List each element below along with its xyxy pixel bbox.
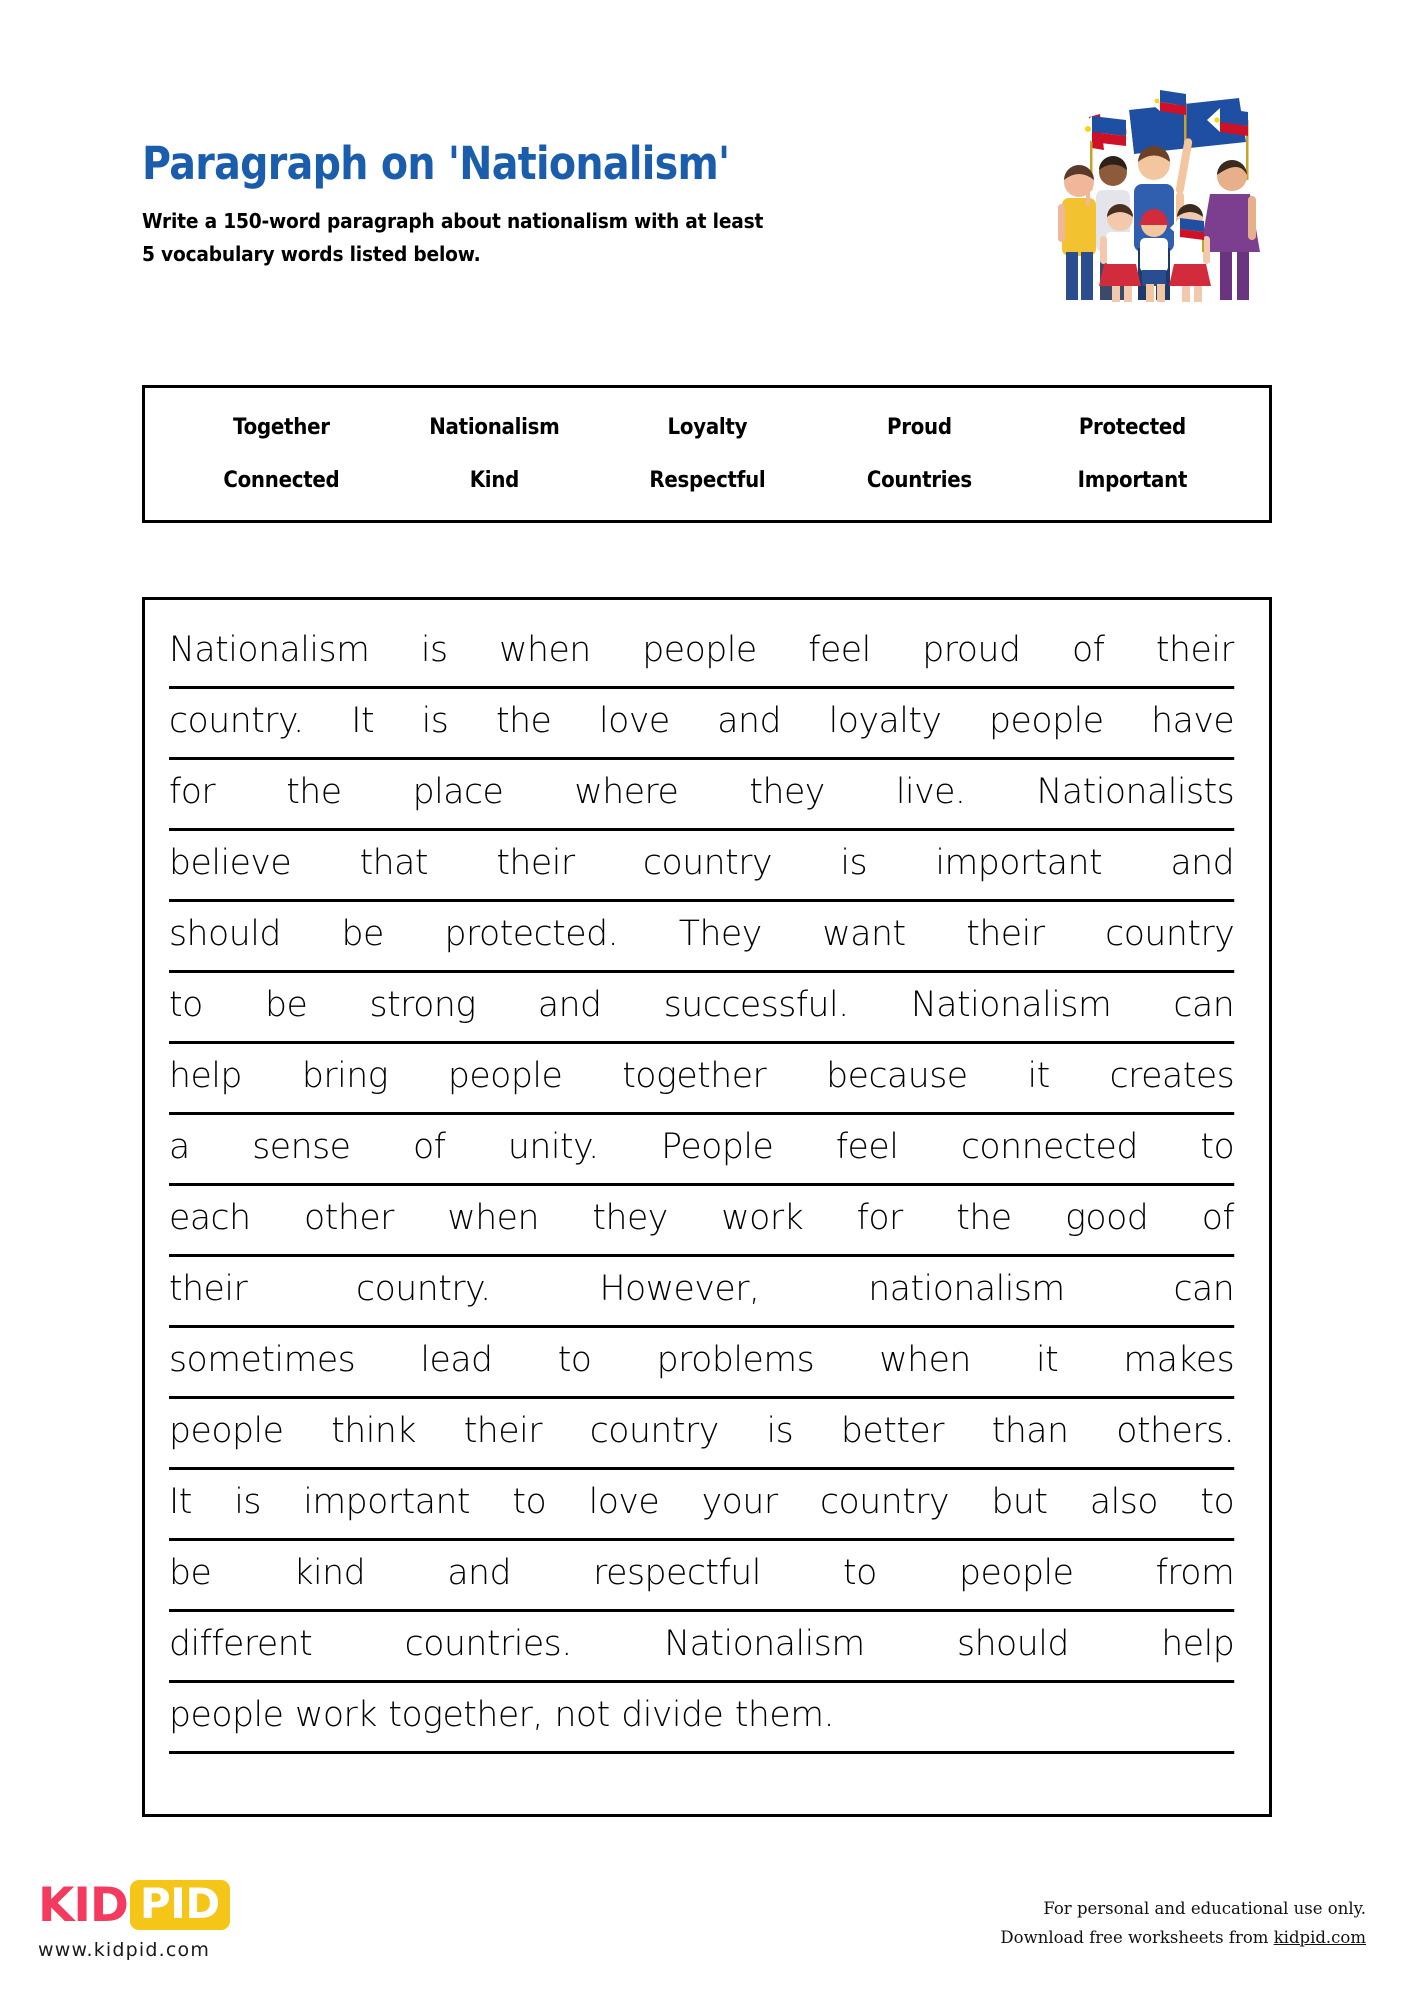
instructions bbox=[142, 205, 979, 271]
vocabulary-box bbox=[142, 385, 1272, 523]
logo-pid-text: PID bbox=[139, 1879, 220, 1928]
paragraph-line: Nationalism is when people feel proud of their bbox=[169, 618, 1234, 689]
vocabulary-word: Nationalism bbox=[429, 415, 560, 440]
vocabulary-word: Connected bbox=[223, 468, 340, 493]
page-title: Paragraph on 'Nationalism' bbox=[142, 137, 730, 190]
kidpid-link[interactable]: kidpid.com bbox=[1273, 1927, 1366, 1947]
instructions-line-2: 5 vocabulary words listed below. bbox=[142, 242, 481, 267]
vocabulary-word: Proud bbox=[887, 415, 953, 440]
crowd-with-philippine-flags-illustration bbox=[1034, 80, 1294, 305]
footer-note-line-2 bbox=[1000, 1924, 1366, 1953]
paragraph-line: It is important to love your country but also to bbox=[169, 1470, 1234, 1541]
paragraph-line: country. It is the love and loyalty people have bbox=[169, 689, 1234, 760]
vocabulary-word: Together bbox=[233, 415, 330, 440]
logo-pid-badge bbox=[130, 1880, 230, 1930]
footer-note bbox=[1000, 1895, 1366, 1953]
vocabulary-word: Important bbox=[1077, 468, 1188, 493]
vocabulary-word: Protected bbox=[1079, 415, 1187, 440]
footer-note-line-1: For personal and educational use only. bbox=[1043, 1899, 1366, 1918]
paragraph-line: a sense of unity. People feel connected to bbox=[169, 1115, 1234, 1186]
logo-url: www.kidpid.com bbox=[38, 1939, 211, 1961]
paragraph-line: be kind and respectful to people from bbox=[169, 1541, 1234, 1612]
paragraph-text bbox=[169, 618, 1234, 1754]
vocabulary-word: Countries bbox=[867, 468, 973, 493]
footer-note-prefix: Download free worksheets from bbox=[1000, 1927, 1274, 1947]
logo-kid-text: KID bbox=[38, 1877, 128, 1933]
paragraph-line: sometimes lead to problems when it makes bbox=[169, 1328, 1234, 1399]
kidpid-logo bbox=[38, 1878, 338, 1961]
instructions-line-1: Write a 150-word paragraph about nationalism with at least bbox=[142, 209, 764, 234]
paragraph-line: people think their country is better than others. bbox=[169, 1399, 1234, 1470]
paragraph-line: different countries. Nationalism should help bbox=[169, 1612, 1234, 1683]
vocabulary-row-1 bbox=[145, 415, 1269, 440]
vocabulary-word: Kind bbox=[469, 468, 519, 493]
paragraph-line: believe that their country is important and bbox=[169, 831, 1234, 902]
paragraph-line: their country. However, nationalism can bbox=[169, 1257, 1234, 1328]
paragraph-line: for the place where they live. Nationalists bbox=[169, 760, 1234, 831]
vocabulary-word: Respectful bbox=[648, 468, 766, 493]
paragraph-line: people work together, not divide them. bbox=[169, 1683, 1234, 1754]
paragraph-line: should be protected. They want their country bbox=[169, 902, 1234, 973]
vocabulary-word: Loyalty bbox=[667, 415, 747, 440]
paragraph-line: each other when they work for the good of bbox=[169, 1186, 1234, 1257]
paragraph-line: help bring people together because it creates bbox=[169, 1044, 1234, 1115]
answer-box bbox=[142, 597, 1272, 1817]
paragraph-line: to be strong and successful. Nationalism can bbox=[169, 973, 1234, 1044]
vocabulary-row-2 bbox=[145, 468, 1269, 493]
logo-mark bbox=[38, 1878, 338, 1932]
